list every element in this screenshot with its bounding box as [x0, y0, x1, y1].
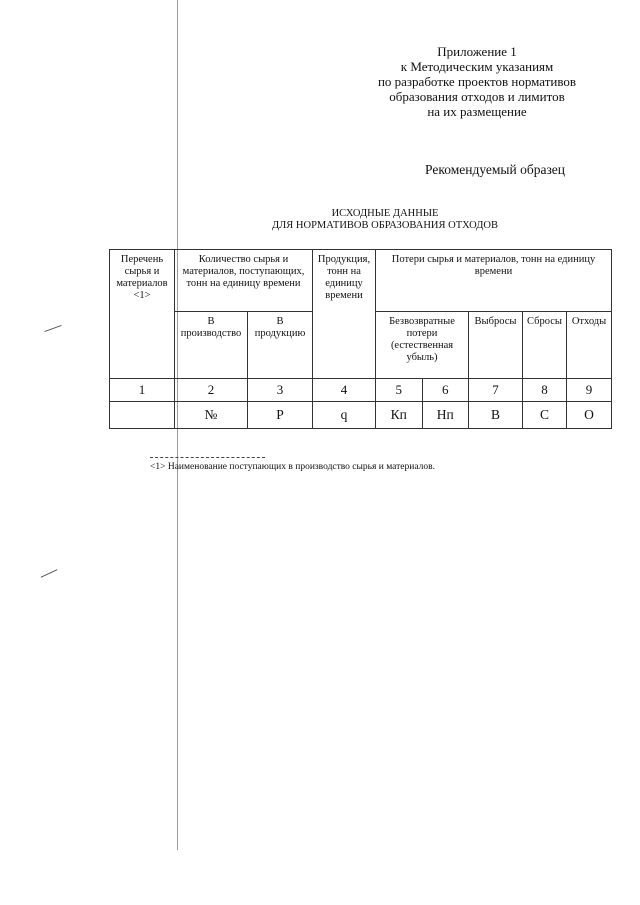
column-number: 1 — [110, 379, 175, 402]
document-title-line2: ДЛЯ НОРМАТИВОВ ОБРАЗОВАНИЯ ОТХОДОВ — [272, 220, 498, 231]
symbol-cell: № — [175, 402, 248, 429]
column-number: 3 — [248, 379, 313, 402]
header-line: образования отходов и лимитов — [389, 89, 565, 104]
header-line: по разработке проектов нормативов — [377, 74, 577, 89]
header-irreversible: Безвозвратные потери (естественная убыль) — [376, 312, 469, 379]
footnote-separator — [150, 457, 265, 458]
symbol-cell: В — [469, 402, 523, 429]
column-number: 8 — [523, 379, 567, 402]
header-line: к Методическим указаниям — [400, 59, 554, 74]
sample-label: Рекомендуемый образец — [425, 162, 566, 177]
header-to-production: В производство — [175, 312, 248, 379]
column-number: 6 — [422, 379, 469, 402]
document-title-line1: ИСХОДНЫЕ ДАННЫЕ — [331, 208, 439, 219]
scan-mark — [41, 569, 58, 578]
footnote: <1> Наименование поступающих в производство сырья и материалов. — [150, 462, 435, 472]
header-to-product: В продукцию — [248, 312, 313, 379]
header-emissions: Выбросы — [469, 312, 523, 379]
symbol-cell — [110, 402, 175, 429]
symbol-cell: Кп — [376, 402, 423, 429]
header-line: на их размещение — [427, 104, 527, 119]
symbol-cell: q — [313, 402, 376, 429]
symbol-cell: О — [567, 402, 612, 429]
symbol-cell: Нп — [422, 402, 469, 429]
header-waste: Отходы — [567, 312, 612, 379]
header-quantity: Количество сырья и материалов, поступающих, тонн на единицу времени — [175, 250, 313, 312]
header-production: Продукция, тонн на единицу времени — [313, 250, 376, 379]
header-line: Приложение 1 — [437, 44, 517, 59]
scan-mark — [44, 325, 61, 332]
header-losses: Потери сырья и материалов, тонн на единицу времени — [376, 250, 612, 312]
column-number: 4 — [313, 379, 376, 402]
symbol-cell: P — [248, 402, 313, 429]
column-number: 7 — [469, 379, 523, 402]
column-number: 9 — [567, 379, 612, 402]
header-discharges: Сбросы — [523, 312, 567, 379]
column-number: 2 — [175, 379, 248, 402]
column-number: 5 — [376, 379, 423, 402]
source-data-table — [109, 249, 612, 429]
appendix-header — [352, 44, 602, 119]
header-list: Перечень сырья и материалов <1> — [110, 250, 175, 379]
symbol-cell: С — [523, 402, 567, 429]
